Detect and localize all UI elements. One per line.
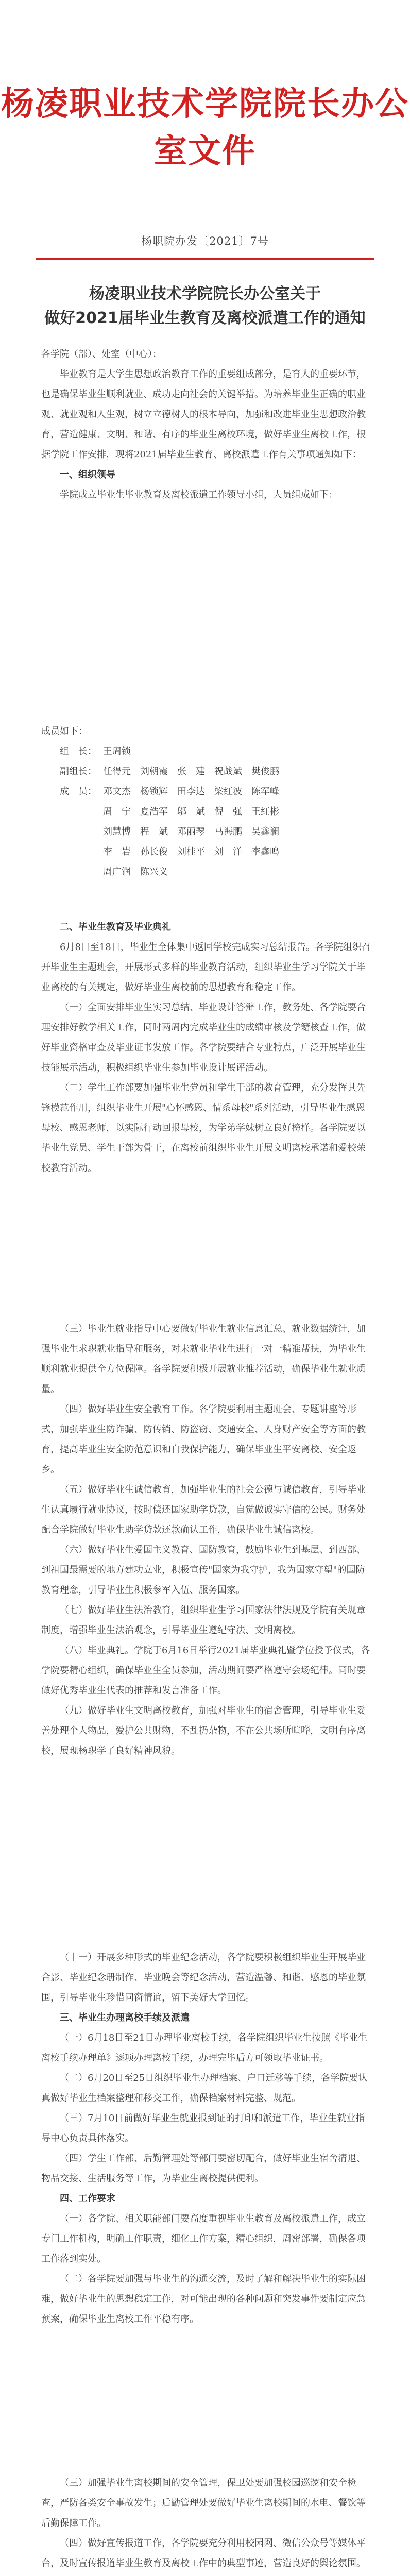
section-2-continued	[41, 1319, 371, 1761]
member-row	[41, 782, 371, 802]
notice-title-line1: 杨凌职业技术学院院长办公室关于	[89, 285, 321, 303]
section-paragraph: （二）6月20日至25日组织毕业生办理档案、户口迁移等手续，各学院要认真做好毕业生档案整理和移交工作，确保档案材料完整、规范。	[41, 2073, 368, 2104]
names-text: 邓文杰 杨锁辉 田李达 梁红波 陈军峰	[103, 786, 279, 797]
salutation: 各学院（部）、处室（中心）：	[41, 349, 162, 360]
names-text: 周 宁 夏浩军 邬 斌 倪 强 王红彬	[103, 806, 279, 817]
section-heading: 四、工作要求	[60, 2193, 115, 2204]
role-label: 组 长：	[60, 746, 97, 757]
section-paragraph: （一）全面安排毕业生实习总结、毕业设计答辩工作，教务处、各学院要合理安排好教学相关工作，同时两周内完成毕业生的成绩审核及学籍核查工作，做好毕业资格审查及毕业证书发放工作。各学院要结合专业特点，广泛开展毕业生技能展示活动，积极组织毕业生参加毕业设计展评活动。	[41, 1002, 366, 1073]
member-list	[41, 721, 371, 882]
section-2	[41, 917, 371, 1178]
member-row	[41, 862, 371, 882]
section-paragraph: （九）做好毕业生文明离校教育，加强对毕业生的宿舍管理，引导毕业生妥善处理个人物品，爱护公共财物，不乱扔杂物，不在公共场所喧哗，文明有序离校，展现杨职学子良好精神风貌。	[41, 1705, 366, 1756]
section-paragraph: （四）做好毕业生安全教育工作。各学院要利用主题班会、专题讲座等形式，加强毕业生防诈骗、防传销、防盗窃、交通安全、人身财产安全等方面的教育，提高毕业生安全防范意识和自我保护能力，确保毕业生平安离校、安全返乡。	[41, 1404, 366, 1475]
section-paragraph: （七）做好毕业生法治教育，组织毕业生学习国家法律法规及学院有关规章制度，增强毕业生法治观念，引导毕业生遵纪守法、文明离校。	[41, 1605, 366, 1636]
member-row	[41, 802, 371, 822]
section-paragraph: （三）毕业生就业指导中心要做好毕业生就业信息汇总、就业数据统计，加强毕业生求职就业指导和服务，对未就业毕业生进行一对一精准帮扶，为毕业生顺利就业提供全方位保障。各学院要积极开展就业推荐活动，确保毕业生就业质量。	[41, 1324, 366, 1395]
section-paragraph: （六）做好毕业生爱国主义教育、国防教育，鼓励毕业生到基层、到西部、到祖国最需要的地方建功立业，积极宣传"国家为我守护，我为国家守望"的国防教育理念，引导毕业生积极参军入伍、服务国家。	[41, 1545, 366, 1596]
section-heading: 二、毕业生教育及毕业典礼	[60, 922, 171, 933]
section-paragraph: （三）7月10日前做好毕业生就业报到证的打印和派遣工作，毕业生就业指导中心负责具体落实。	[41, 2113, 365, 2144]
section-paragraph: （一）各学院、相关职能部门要高度重视毕业生教育及离校派遣工作，成立专门工作机构，明确工作职责，细化工作方案，精心组织，周密部署，确保各项工作落到实处。	[41, 2213, 366, 2264]
section-paragraph: （二）各学院要加强与毕业生的沟通交流，及时了解和解决毕业生的实际困难，做好毕业生的思想稳定工作，对可能出现的各种问题和突发事件要制定应急预案，确保毕业生离校工作平稳有序。	[41, 2274, 366, 2325]
section-paragraph: （五）做好毕业生诚信教育，加强毕业生的社会公德与诚信教育，引导毕业生认真履行就业协议，按时偿还国家助学贷款，自觉做诚实守信的公民。财务处配合学院做好毕业生助学贷款还款确认工作，确保毕业生诚信离校。	[41, 1484, 366, 1535]
names-text: 刘慧博 程 斌 邓丽琴 马海鹏 吴鑫澜	[103, 826, 279, 837]
section-paragraph: 6月8日至18日，毕业生全体集中返回学校完成实习总结报告。各学院组织召开毕业生主题班会，开展形式多样的毕业教育活动，组织毕业生学习学院关于毕业离校的有关规定，做好毕业生离校前的思想教育和稳定工作。	[41, 942, 371, 993]
member-row	[41, 842, 371, 862]
section-paragraph: （三）加强毕业生离校期间的安全管理，保卫处要加强校园巡逻和安全检查，严防各类安全事故发生；后勤管理处要做好毕业生离校期间的水电、餐饮等后勤保障工作。	[41, 2478, 366, 2529]
section-paragraph: （四）做好宣传报道工作，各学院要充分利用校园网、微信公众号等媒体平台，及时宣传报道毕业生教育及离校工作中的典型事迹，营造良好的舆论氛围。	[41, 2538, 366, 2569]
names-text: 王周锁	[103, 746, 131, 757]
intro-section	[41, 344, 371, 505]
section-paragraph	[41, 2573, 371, 2576]
section-paragraph: （十一）开展多种形式的毕业纪念活动，各学院要积极组织毕业生开展毕业合影、毕业纪念册制作、毕业晚会等纪念活动，营造温馨、和谐、感恩的毕业氛围，引导毕业生珍惜同窗情谊，留下美好大学回忆。	[41, 1952, 366, 2003]
vice-row	[41, 761, 371, 782]
section-heading: 一、组织领导	[60, 469, 115, 480]
red-divider-line	[36, 258, 374, 260]
names-text: 任得元 刘朝霞 张 建 祝战斌 樊俊鹏	[103, 766, 279, 777]
role-label: 副组长：	[60, 766, 97, 777]
section-4-continued	[41, 2473, 371, 2576]
section-paragraph: （八）毕业典礼。学院于6月16日举行2021届毕业典礼暨学位授予仪式，各学院要精心组织，确保毕业生全员参加，活动期间要严格遵守会场纪律。同时要做好优秀毕业生代表的推荐和发言准备工作。	[41, 1645, 370, 1696]
document-number: 杨职院办发〔2021〕7号	[141, 235, 269, 247]
section-paragraph: （一）6月18日至21日办理毕业离校手续，各学院组织毕业生按照《毕业生离校手续办理单》逐项办理离校手续，办理完毕后方可领取毕业证书。	[41, 2032, 368, 2063]
names-text: 周广润 陈兴义	[103, 867, 168, 877]
section-paragraph: （二）学生工作部要加强毕业生党员和学生干部的教育管理，充分发挥其先锋模范作用，组织毕业生开展"心怀感恩、情系母校"系列活动，引导毕业生感恩母校、感恩老师，以实际行动回报母校，为学弟学妹树立良好榜样。各学院要以毕业生党员、学生干部为骨干，在离校前组织毕业生开展文明离校承诺和爱校荣校教育活动。	[41, 1082, 366, 1174]
section-paragraph: 学院成立毕业生毕业教育及离校派遣工作领导小组，人员组成如下：	[60, 489, 338, 500]
masthead-title: 杨凌职业技术学院院长办公室文件	[1, 85, 409, 171]
section-heading: 三、毕业生办理离校手续及派遣	[60, 2012, 190, 2023]
names-text: 李 岩 孙长俊 刘桂平 刘 洋 李鑫鸣	[103, 846, 279, 857]
group-label: 成员如下：	[41, 726, 88, 737]
section-paragraph: （四）学生工作部、后勤管理处等部门要密切配合，做好毕业生宿舍清退、物品交接、生活服务等工作，为毕业生离校提供便利。	[41, 2153, 366, 2184]
section-3	[41, 1947, 371, 2329]
intro-paragraph: 毕业教育是大学生思想政治教育工作的重要组成部分，是育人的重要环节，也是确保毕业生顺利就业、成功走向社会的关键举措。为培养毕业生正确的职业观、就业观和人生观，树立立德树人的根本导向，加强和改进毕业生思想政治教育，营造健康、文明、和谐、有序的毕业生离校环境，做好毕业生离校工作，根据学院工作安排，现将2021届毕业生教育、离校派遣工作有关事项通知如下：	[41, 369, 366, 460]
member-row	[41, 822, 371, 842]
role-label: 成 员：	[60, 786, 97, 797]
notice-title-line2: 做好2021届毕业生教育及离校派遣工作的通知	[44, 309, 366, 327]
leader-row	[41, 741, 371, 761]
